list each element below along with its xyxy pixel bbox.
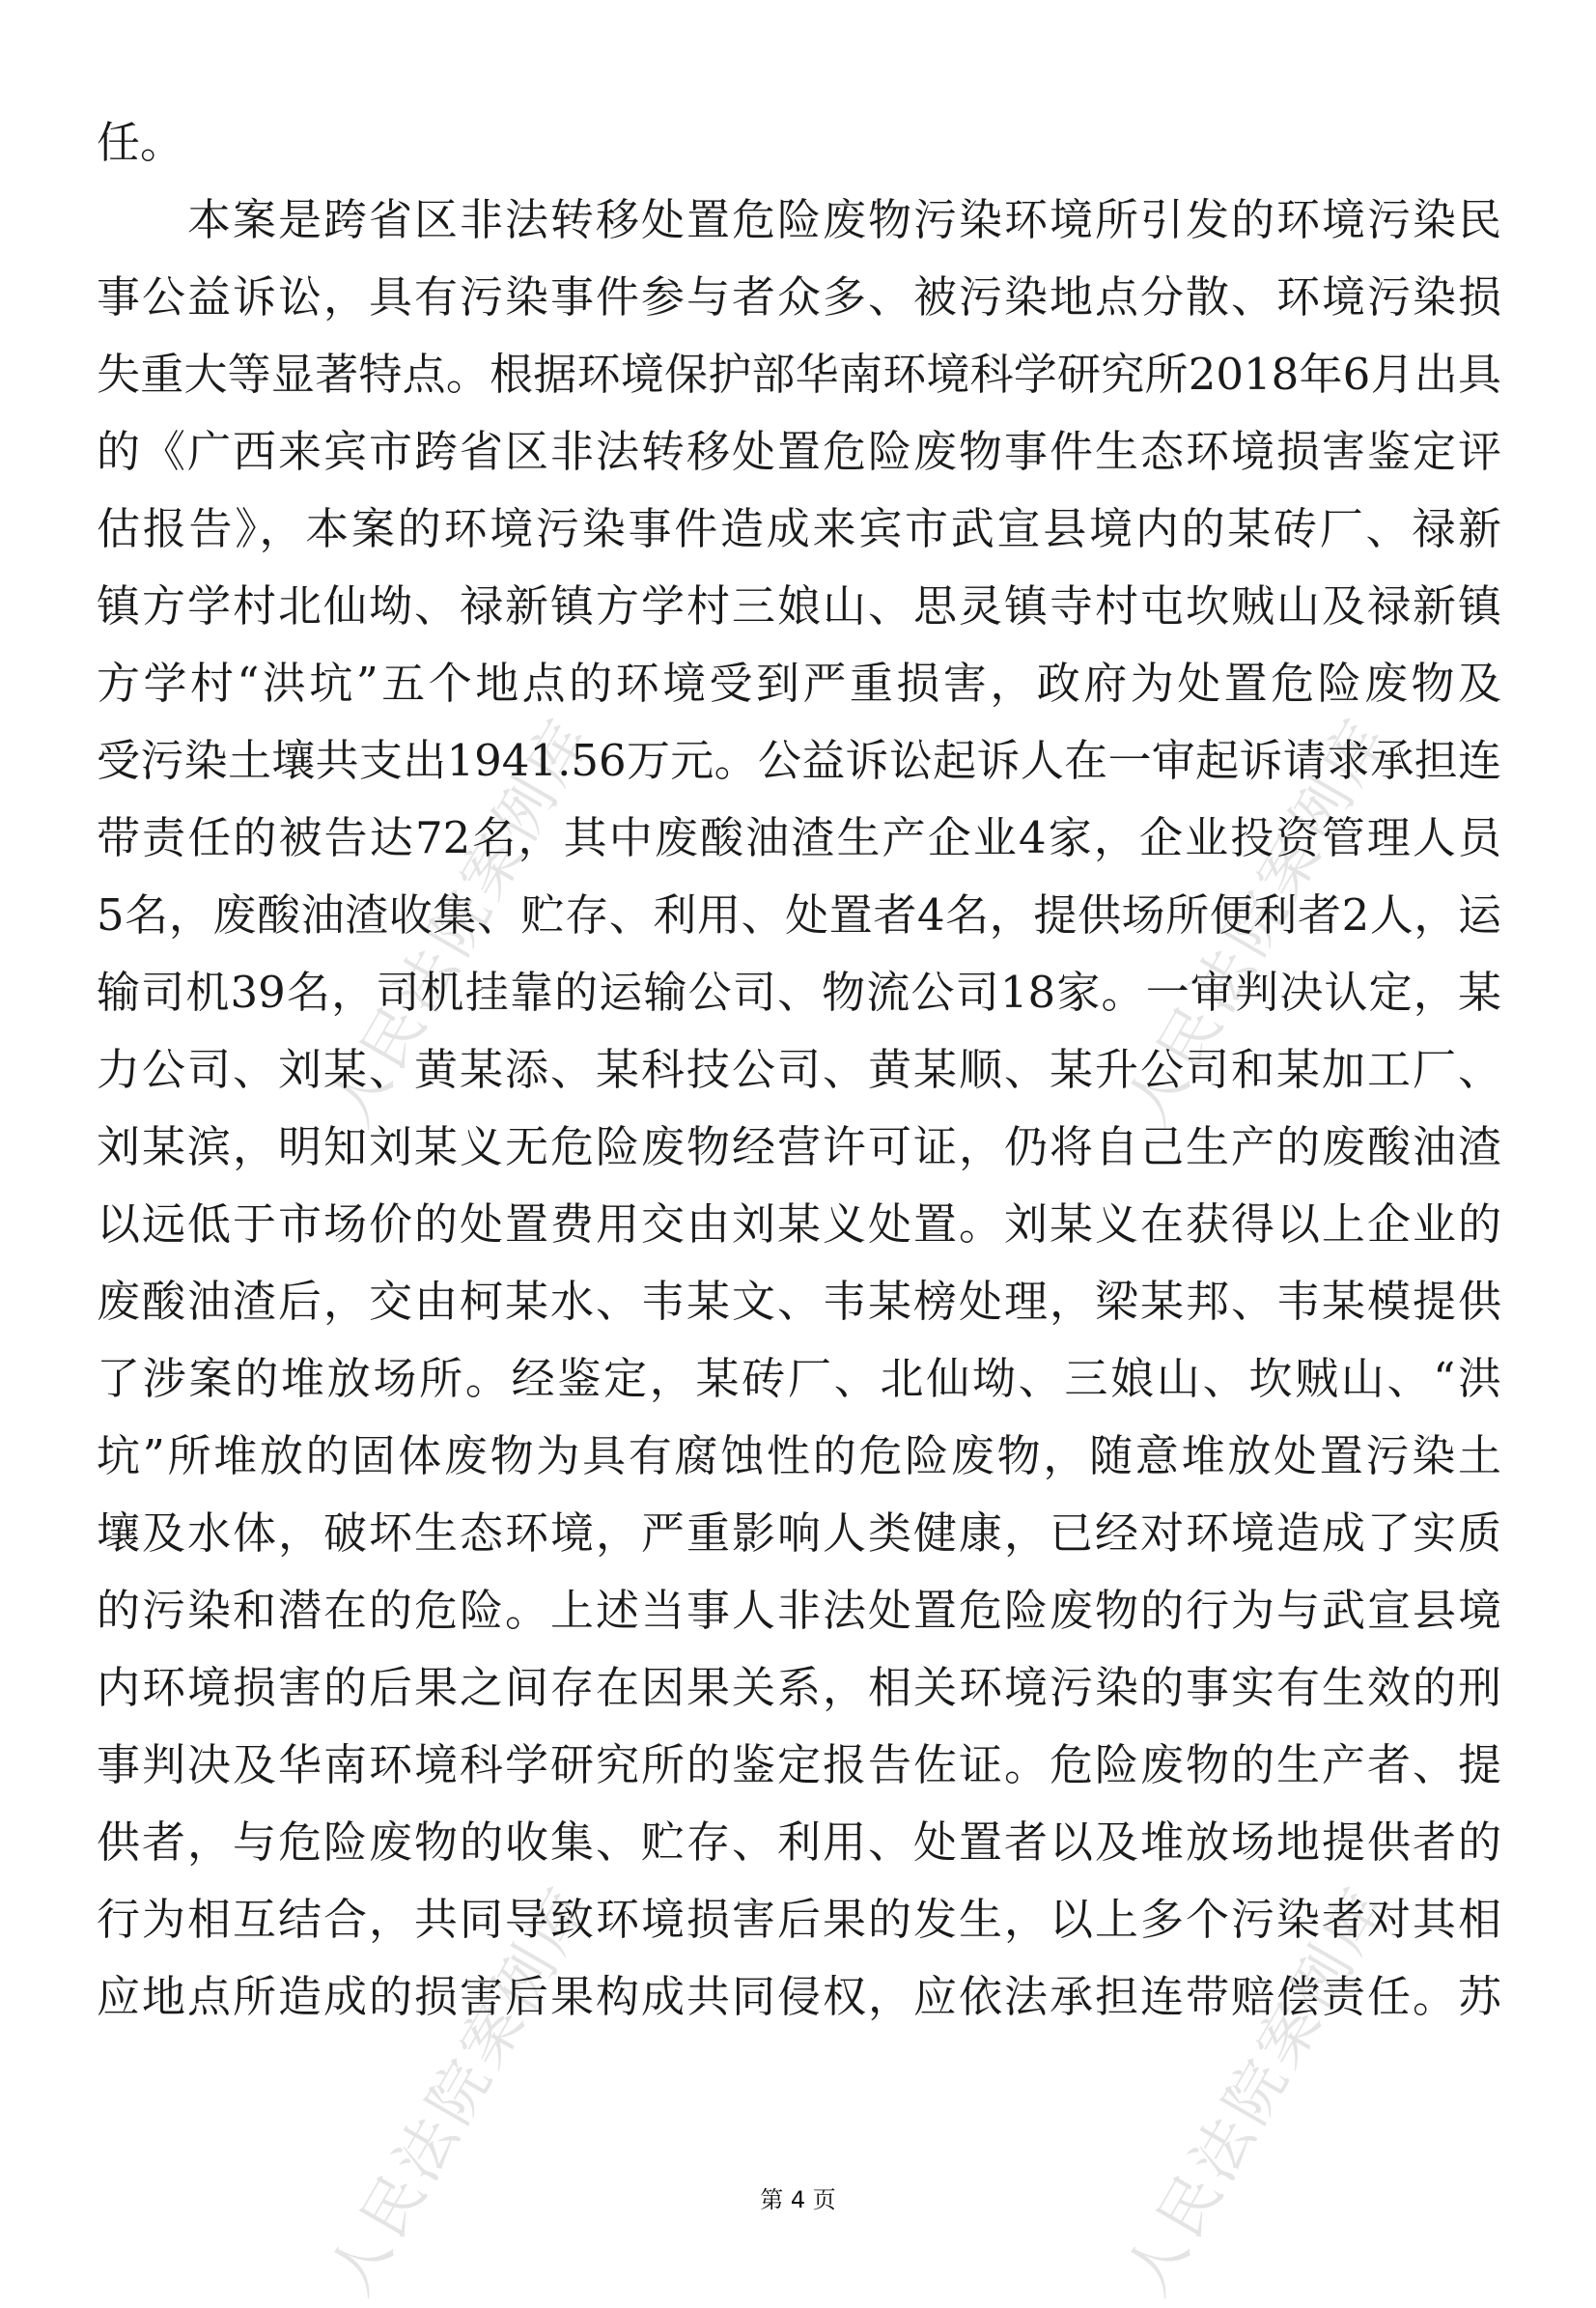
text-line: 内环境损害的后果之间存在因果关系，相关环境污染的事实有生效的刑 bbox=[97, 1662, 1501, 1713]
text-line: 供者，与危险废物的收集、贮存、利用、处置者以及堆放场地提供者的 bbox=[97, 1816, 1501, 1868]
watermark: 人民法院案例库 bbox=[315, 1872, 606, 2306]
text-line: 方学村“洪坑”五个地点的环境受到严重损害，政府为处置危险废物及 bbox=[97, 658, 1501, 709]
text-line: 镇方学村北仙坳、禄新镇方学村三娘山、思灵镇寺村屯坎贼山及禄新镇 bbox=[97, 580, 1501, 632]
text-line: 行为相互结合，共同导致环境损害后果的发生，以上多个污染者对其相 bbox=[97, 1894, 1501, 1945]
text-line: 带责任的被告达72名，其中废酸油渣生产企业4家，企业投资管理人员 bbox=[97, 812, 1501, 863]
text-line: 事公益诉讼，具有污染事件参与者众多、被污染地点分散、环境污染损 bbox=[97, 271, 1501, 323]
text-line: 任。 bbox=[97, 117, 184, 168]
watermark: 人民法院案例库 bbox=[1111, 1872, 1403, 2306]
text-line: 了涉案的堆放场所。经鉴定，某砖厂、北仙坳、三娘山、坎贼山、“洪 bbox=[97, 1353, 1501, 1404]
text-line: 应地点所造成的损害后果构成共同侵权，应依法承担连带赔偿责任。苏 bbox=[97, 1971, 1501, 2022]
text-line: 力公司、刘某、黄某添、某科技公司、黄某顺、某升公司和某加工厂、 bbox=[97, 1044, 1501, 1095]
text-line: 的污染和潜在的危险。上述当事人非法处置危险废物的行为与武宣县境 bbox=[97, 1585, 1501, 1636]
text-line: 刘某滨，明知刘某义无危险废物经营许可证，仍将自己生产的废酸油渣 bbox=[97, 1121, 1501, 1172]
text-line: 事判决及华南环境科学研究所的鉴定报告佐证。危险废物的生产者、提 bbox=[97, 1739, 1501, 1790]
watermark: 人民法院案例库 bbox=[315, 704, 606, 1138]
text-line: 壤及水体，破坏生态环境，严重影响人类健康，已经对环境造成了实质 bbox=[97, 1507, 1501, 1559]
text-line: 以远低于市场价的处置费用交由刘某义处置。刘某义在获得以上企业的 bbox=[97, 1198, 1501, 1250]
watermark: 人民法院案例库 bbox=[1111, 704, 1403, 1138]
text-line: 坑”所堆放的固体废物为具有腐蚀性的危险废物，随意堆放处置污染土 bbox=[97, 1430, 1501, 1481]
text-line: 废酸油渣后，交由柯某水、韦某文、韦某榜处理，梁某邦、韦某模提供 bbox=[97, 1276, 1501, 1327]
text-line: 失重大等显著特点。根据环境保护部华南环境科学研究所2018年6月出具 bbox=[97, 349, 1501, 400]
text-line: 估报告》，本案的环境污染事件造成来宾市武宣县境内的某砖厂、禄新 bbox=[97, 503, 1501, 554]
page-number: 第 4 页 bbox=[760, 2186, 836, 2213]
text-line: 输司机39名，司机挂靠的运输公司、物流公司18家。一审判决认定，某 bbox=[97, 967, 1501, 1018]
text-line: 5名，废酸油渣收集、贮存、利用、处置者4名，提供场所便利者2人，运 bbox=[97, 889, 1501, 941]
text-line: 本案是跨省区非法转移处置危险废物污染环境所引发的环境污染民 bbox=[97, 194, 1501, 245]
document-body bbox=[97, 104, 1501, 2036]
text-line: 的《广西来宾市跨省区非法转移处置危险废物事件生态环境损害鉴定评 bbox=[97, 426, 1501, 477]
text-line: 受污染土壤共支出1941.56万元。公益诉讼起诉人在一审起诉请求承担连 bbox=[97, 735, 1501, 786]
